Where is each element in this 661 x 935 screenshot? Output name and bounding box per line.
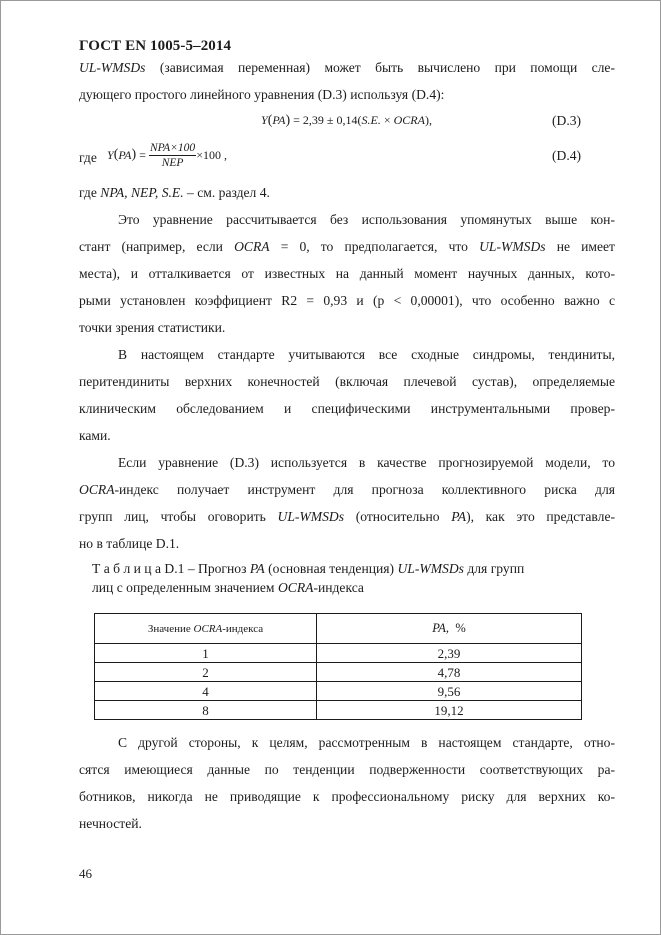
caption-l2b: -индекса	[313, 580, 364, 595]
eq4-arg: PA	[118, 147, 132, 162]
p1-line-1: Это уравнение рассчитывается без использования упомянутых выше кон-	[118, 212, 615, 227]
intro-line-1	[79, 59, 615, 76]
p1-l2a: стант (например, если	[79, 239, 223, 254]
p3-l3b: (относительно	[355, 509, 440, 524]
p1-l2b: = 0, то предполагается, что	[280, 239, 468, 254]
col-pa-header	[317, 614, 582, 644]
caption-prefix: Т а б л и ц а D.1 – Прогноз	[92, 561, 247, 576]
p4-line-1: С другой стороны, к целям, рассмотренным в настоящем стандарте, отно-	[118, 735, 615, 750]
caption-mid: (основная тенденция)	[268, 561, 395, 576]
eq-close: ),	[424, 113, 432, 127]
p1-term: UL-WMSDs	[479, 239, 546, 254]
cell-ocra: 2	[95, 663, 317, 682]
equation-d4-number: (D.4)	[552, 148, 582, 163]
table-caption-line-1	[92, 560, 592, 577]
equation-d3: Y(PA) = 2,39 ± 0,14(S.E. × OCRA),	[261, 113, 432, 128]
eq-rhs: = 2,39 ± 0,14(	[293, 113, 362, 127]
cell-ocra: 4	[95, 682, 317, 701]
p3-term: UL-WMSDs	[277, 509, 345, 524]
equation-d4: Y ( PA ) = $\frac{\text{NPA×100}}{\text{NEP}}$ ×100 ,	[107, 141, 227, 169]
cell-pa: 19,12	[317, 701, 582, 720]
p1-ocra: OCRA	[234, 239, 270, 254]
eq-y: Y	[261, 113, 268, 127]
table-row	[95, 682, 582, 701]
table-row	[95, 644, 582, 663]
document-header: ГОСТ EN 1005-5–2014	[79, 38, 232, 54]
eq4-y: Y	[107, 147, 114, 162]
eq4-fraction	[149, 141, 196, 170]
p3-line-4: но в таблице D.1.	[79, 536, 180, 551]
caption-term: UL-WMSDs	[397, 561, 464, 576]
p2-line-1: В настоящем стандарте учитываются все сходные синдромы, тендиниты,	[118, 347, 615, 362]
p3-l3a: групп лиц, чтобы оговорить	[79, 509, 266, 524]
table-caption-line-2	[92, 579, 592, 596]
eq4-tail: ×100 ,	[196, 147, 227, 162]
where-prefix: где	[79, 185, 97, 200]
col1-ocra: OCRA	[193, 622, 223, 635]
p3-l2-rest: -индекс получает инструмент для прогноза коллективного риска для	[114, 482, 615, 497]
eq4-denominator: NEP	[161, 156, 184, 169]
p4-line-2: сятся имеющиеся данные по тенденции подверженности соответствующих ра-	[79, 762, 615, 777]
p3-pa: PA	[451, 509, 467, 524]
cell-pa: 9,56	[317, 682, 582, 701]
cell-pa: 2,39	[317, 644, 582, 663]
table-row	[95, 663, 582, 682]
caption-suffix: для групп	[467, 561, 525, 576]
caption-pa: PA	[249, 561, 265, 576]
p2-line-3: клиническим обследованием и специфическими инструментальными провер-	[79, 401, 615, 416]
cell-ocra: 8	[95, 701, 317, 720]
p3-line-1: Если уравнение (D.3) используется в качестве прогнозируемой модели, то	[118, 455, 615, 470]
where-suffix: – см. раздел 4.	[187, 185, 270, 200]
p1-line-2	[79, 238, 615, 255]
cell-ocra: 1	[95, 644, 317, 663]
page-number: 46	[79, 866, 92, 881]
intro-text: (зависимая переменная) может быть вычислено при помощи сле-	[159, 60, 615, 75]
col2-unit: %	[455, 621, 466, 635]
intro-line-2: дующего простого линейного уравнения (D.3) используя (D.4):	[79, 87, 445, 102]
col1-suffix: -индекса	[222, 622, 264, 635]
term-ul-wmsds: UL-WMSDs	[79, 60, 146, 75]
p3-line-2	[79, 481, 615, 498]
col1-prefix: Значение	[147, 622, 191, 635]
p1-line-5: точки зрения статистики.	[79, 320, 226, 335]
where-terms: NPA, NEP, S.E.	[100, 185, 184, 200]
p3-l3c: ), как это представле-	[466, 509, 616, 524]
table-header-row	[95, 614, 582, 644]
p1-l2c: не имеет	[556, 239, 615, 254]
eq-ocra: OCRA	[393, 113, 425, 127]
eq-se: S.E.	[361, 113, 381, 127]
table-row	[95, 701, 582, 720]
col-ocra-header	[95, 614, 317, 644]
eq-times: ×	[383, 113, 391, 127]
p1-line-3: места), и отталкивается от известных на данный момент научных данных, кото-	[79, 266, 615, 281]
col2-pa: PA,	[432, 621, 450, 635]
p1-line-4: рыми установлен коэффициент R2 = 0,93 и (p < 0,00001), что особенно важно с	[79, 293, 615, 308]
equation-d4-where: где	[79, 150, 97, 165]
caption-ocra: OCRA	[277, 580, 314, 595]
data-table	[94, 613, 582, 720]
caption-l2a: лиц с определенным значением	[92, 580, 275, 595]
p4-line-3: ботников, никогда не приводящие к профессиональному риску для верхних ко-	[79, 789, 615, 804]
equation-d3-number: (D.3)	[552, 113, 582, 128]
p2-line-4: ками.	[79, 428, 111, 443]
p3-line-3	[79, 508, 615, 525]
p3-ocra: OCRA	[79, 482, 115, 497]
eq-arg: PA	[272, 113, 286, 127]
cell-pa: 4,78	[317, 663, 582, 682]
p4-line-4: нечностей.	[79, 816, 142, 831]
p2-line-2: перитендиниты верхних конечностей (включая плечевой сустав), определяемые	[79, 374, 615, 389]
eq4-numerator: NPA×100	[149, 141, 196, 154]
eq4-equals: =	[139, 147, 146, 162]
where-line	[79, 184, 615, 201]
